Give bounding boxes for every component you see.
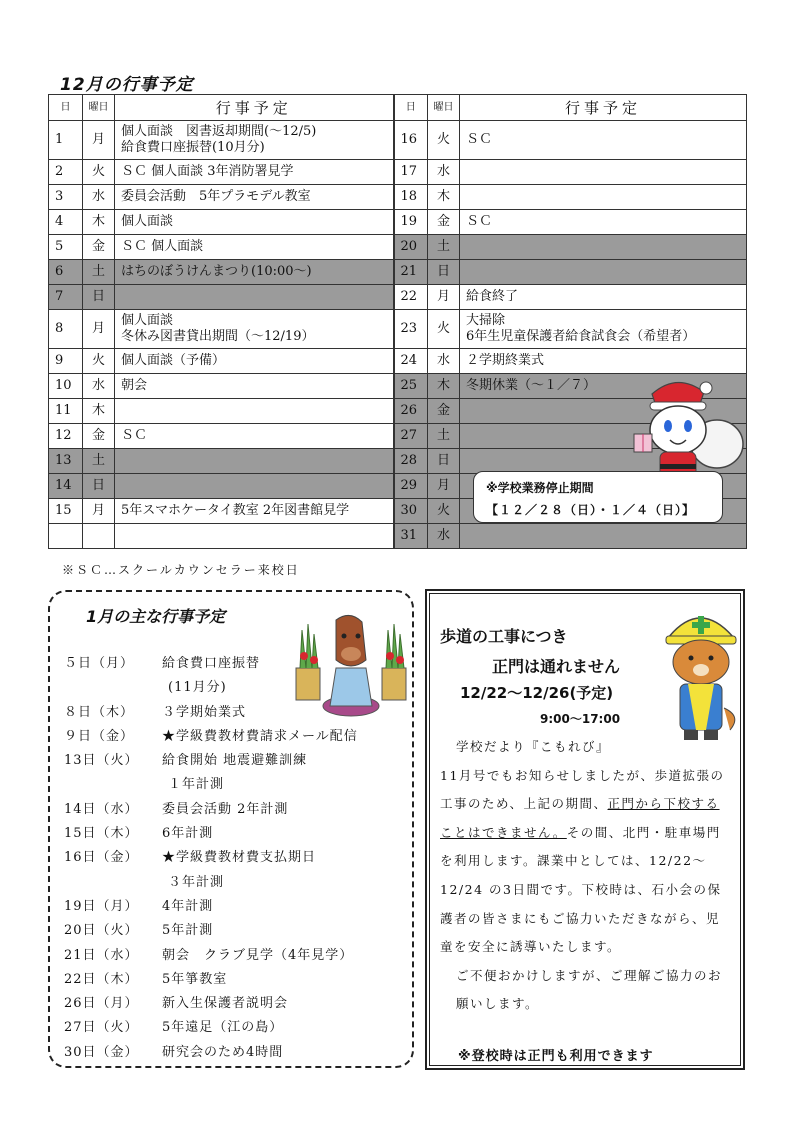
schedule-row	[49, 185, 747, 210]
january-event-date: 14日（水）	[64, 801, 139, 817]
sidewalk-p2-underlined: 正門から下校することはできません。	[440, 796, 720, 840]
closure-dates: 【１２／２８（日）・１／４（日）】	[486, 503, 696, 517]
day-number: 20	[394, 235, 428, 260]
january-event-text: １年計測	[168, 777, 225, 793]
january-event-date: ９日（金）	[64, 728, 135, 744]
schedule-row	[49, 310, 747, 349]
event-cell	[460, 260, 747, 285]
january-event-date: 21日（水）	[64, 947, 139, 963]
day-number: 3	[49, 185, 83, 210]
header-day: 日	[49, 95, 83, 121]
january-event-row	[64, 1043, 409, 1067]
january-event-text: 委員会活動 2年計測	[162, 801, 289, 817]
sidewalk-heading-1: 歩道の工事につき	[440, 627, 568, 646]
day-of-week: 月	[428, 474, 460, 499]
january-event-row	[64, 1018, 409, 1042]
day-of-week: 月	[83, 310, 115, 349]
january-event-text: 朝会 クラブ見学（4年見学）	[162, 947, 354, 963]
january-event-row	[64, 970, 409, 994]
event-cell	[115, 424, 394, 449]
sidewalk-body	[440, 733, 732, 1019]
event-cell	[115, 499, 394, 524]
event-line-1: 個人面談	[121, 214, 174, 229]
day-of-week: 水	[428, 349, 460, 374]
event-cell	[460, 210, 747, 235]
january-event-text: 5年計測	[162, 923, 214, 939]
sidewalk-heading-2: 正門は通れません	[492, 657, 621, 676]
event-line-1: 委員会活動 5年プラモデル教室	[121, 189, 311, 204]
sidewalk-footnote: ※登校時は正門も利用できます	[458, 1049, 654, 1064]
day-of-week: 木	[83, 399, 115, 424]
day-number: 29	[394, 474, 428, 499]
day-of-week: 土	[83, 260, 115, 285]
january-event-text: 6年計測	[162, 826, 214, 842]
day-of-week: 土	[428, 235, 460, 260]
event-cell	[460, 235, 747, 260]
day-of-week: 火	[428, 310, 460, 349]
january-event-date: ５日（月）	[64, 656, 135, 671]
event-line-1: 冬期休業（～１／７）	[466, 378, 597, 393]
january-event-row	[64, 727, 409, 751]
day-number: 25	[394, 374, 428, 399]
day-of-week: 金	[428, 210, 460, 235]
january-event-date: 15日（木）	[64, 826, 139, 842]
day-number: 8	[49, 310, 83, 349]
day-of-week: 日	[428, 449, 460, 474]
january-event-row	[64, 994, 409, 1018]
day-number: 31	[394, 524, 428, 549]
day-of-week: 月	[83, 499, 115, 524]
day-number: 6	[49, 260, 83, 285]
day-of-week: 日	[83, 474, 115, 499]
day-of-week: 水	[83, 185, 115, 210]
event-line-1: ２学期終業式	[466, 353, 545, 368]
event-cell	[460, 524, 747, 549]
event-line-1: ＳＣ 個人面談	[121, 239, 204, 254]
sidewalk-paragraph-2	[440, 762, 732, 962]
day-number: 10	[49, 374, 83, 399]
schedule-row	[49, 210, 747, 235]
day-of-week: 金	[83, 235, 115, 260]
january-event-row	[64, 800, 409, 824]
january-event-date: 26日（月）	[64, 996, 139, 1012]
january-event-date: 27日（火）	[64, 1020, 139, 1036]
event-line-1: ＳＣ	[466, 132, 493, 147]
event-cell	[460, 185, 747, 210]
event-cell	[115, 185, 394, 210]
day-number: 15	[49, 499, 83, 524]
day-number: 16	[394, 121, 428, 160]
event-cell	[115, 235, 394, 260]
january-event-text: 給食費口座振替	[162, 656, 261, 671]
sidewalk-p2-b: その間、北門・駐車場門を利用します。課業中としては、12/22～12/24 の3日間です。下校時は、石小会の保護者の皆さまにもご協力いただきながら、児童を安全に誘導いたします。	[440, 824, 722, 955]
event-cell	[460, 310, 747, 349]
event-line-1: 大掃除	[466, 313, 506, 328]
day-of-week: 土	[83, 449, 115, 474]
event-cell	[460, 349, 747, 374]
january-event-text: 4年計測	[162, 898, 214, 914]
event-line-1: 給食終了	[466, 289, 519, 304]
event-cell	[115, 524, 394, 549]
sidewalk-time: 9:00～17:00	[540, 712, 621, 726]
day-number: 1	[49, 121, 83, 160]
day-number: 12	[49, 424, 83, 449]
january-event-text: ★学級費教材費請求メール配信	[162, 728, 358, 744]
day-of-week: 火	[428, 499, 460, 524]
day-number: 4	[49, 210, 83, 235]
event-cell	[115, 260, 394, 285]
january-event-row	[64, 751, 409, 775]
event-line-1: ＳＣ	[466, 214, 493, 229]
event-line-1: 5年スマホケータイ教室 2年図書館見学	[121, 503, 350, 518]
header-event: 行事予定	[115, 95, 394, 121]
event-line-1: 個人面談（予備）	[121, 353, 226, 368]
sidewalk-p2-a: 11月号でもお知らせしましたが、歩道拡張の工事のため、上記の期間、	[440, 767, 725, 812]
january-event-text: 5年箏教室	[162, 971, 228, 987]
schedule-row	[49, 260, 747, 285]
january-event-text: ★学級費教材費支払期日	[162, 850, 317, 866]
january-event-date: 13日（火）	[64, 753, 139, 769]
day-number: 23	[394, 310, 428, 349]
closure-title: ※学校業務停止期間	[486, 481, 594, 495]
day-of-week	[83, 524, 115, 549]
january-event-row	[64, 897, 409, 921]
january-event-text: 新入生保護者説明会	[162, 996, 289, 1012]
day-of-week: 金	[83, 424, 115, 449]
schedule-row	[49, 524, 747, 549]
january-event-row	[64, 775, 409, 799]
event-cell	[115, 285, 394, 310]
event-cell	[460, 285, 747, 310]
sidewalk-paragraph-3: ご不便おかけしますが、ご理解ご協力のお願いします。	[456, 967, 723, 1012]
january-event-row	[64, 873, 409, 897]
day-of-week: 日	[83, 285, 115, 310]
january-event-text: ３年計測	[168, 874, 225, 890]
event-cell	[115, 399, 394, 424]
january-event-date: ８日（木）	[64, 704, 135, 720]
header-event: 行事予定	[460, 95, 747, 121]
day-of-week: 水	[428, 524, 460, 549]
header-dow: 曜日	[83, 95, 115, 121]
january-event-text: 5年遠足（江の島）	[162, 1020, 284, 1036]
day-number: 14	[49, 474, 83, 499]
january-event-list	[64, 654, 409, 1067]
day-of-week: 木	[428, 374, 460, 399]
event-line-1: 朝会	[121, 378, 148, 393]
january-title: 1月の主な行事予定	[86, 607, 226, 626]
day-number: 27	[394, 424, 428, 449]
day-of-week: 木	[83, 210, 115, 235]
header-dow: 曜日	[428, 95, 460, 121]
header-day: 日	[394, 95, 428, 121]
day-number: 19	[394, 210, 428, 235]
event-line-2: 給食費口座振替(10月分)	[121, 140, 265, 155]
sidewalk-paragraph-1: 学校だより『こもれび』	[456, 739, 611, 754]
day-number: 5	[49, 235, 83, 260]
january-event-date: 20日（火）	[64, 923, 139, 939]
january-event-text: 研究会のため4時間	[162, 1044, 284, 1060]
january-event-date: 22日（木）	[64, 971, 139, 987]
event-cell	[115, 121, 394, 160]
schedule-row	[49, 349, 747, 374]
sidewalk-period: 12/22～12/26(予定)	[460, 684, 614, 702]
january-event-row	[64, 824, 409, 848]
day-of-week: 火	[83, 349, 115, 374]
day-number	[49, 524, 83, 549]
day-number: 18	[394, 185, 428, 210]
event-cell	[460, 121, 747, 160]
day-of-week: 水	[428, 160, 460, 185]
day-of-week: 日	[428, 260, 460, 285]
day-of-week: 土	[428, 424, 460, 449]
day-of-week: 火	[428, 121, 460, 160]
day-number: 28	[394, 449, 428, 474]
day-number: 7	[49, 285, 83, 310]
day-number: 2	[49, 160, 83, 185]
day-number: 13	[49, 449, 83, 474]
event-line-1: ＳＣ	[121, 428, 148, 443]
event-cell	[115, 160, 394, 185]
january-event-row	[64, 921, 409, 945]
december-title: 12月の行事予定	[60, 75, 194, 95]
january-event-row	[64, 946, 409, 970]
january-event-date: 30日（金）	[64, 1044, 139, 1060]
january-event-row	[64, 654, 409, 678]
day-of-week: 月	[428, 285, 460, 310]
construction-dog-illustration	[660, 598, 744, 744]
day-of-week: 水	[83, 374, 115, 399]
day-number: 26	[394, 399, 428, 424]
day-number: 21	[394, 260, 428, 285]
event-line-1: 個人面談 図書返却期間(～12/5)	[121, 124, 317, 139]
event-cell	[115, 449, 394, 474]
day-number: 11	[49, 399, 83, 424]
event-line-1: ＳＣ 個人面談 3年消防署見学	[121, 164, 294, 179]
january-event-row	[64, 678, 409, 702]
event-cell	[115, 310, 394, 349]
event-line-1: はちのぼうけんまつり(10:00～)	[121, 264, 312, 279]
january-event-text: 給食開始 地震避難訓練	[162, 753, 308, 769]
january-event-date: 16日（金）	[64, 850, 139, 866]
january-event-row	[64, 848, 409, 872]
schedule-row	[49, 160, 747, 185]
event-cell	[115, 349, 394, 374]
schedule-row	[49, 121, 747, 160]
day-number: 9	[49, 349, 83, 374]
day-of-week: 火	[83, 160, 115, 185]
event-cell	[115, 374, 394, 399]
event-line-2: 6年生児童保護者給食試食会（希望者）	[466, 329, 696, 344]
event-cell	[460, 160, 747, 185]
schedule-row	[49, 285, 747, 310]
event-line-1: 個人面談	[121, 313, 174, 328]
january-event-text: ３学期始業式	[162, 704, 247, 720]
event-cell	[115, 474, 394, 499]
day-number: 22	[394, 285, 428, 310]
january-event-text: (11月分)	[168, 680, 227, 696]
day-of-week: 金	[428, 399, 460, 424]
day-number: 17	[394, 160, 428, 185]
sc-note: ※ＳＣ…スクールカウンセラー来校日	[62, 563, 300, 577]
day-number: 30	[394, 499, 428, 524]
school-closure-notice	[473, 471, 723, 523]
day-of-week: 木	[428, 185, 460, 210]
day-of-week: 月	[83, 121, 115, 160]
january-event-row	[64, 703, 409, 727]
event-line-2: 冬休み図書貸出期間（～12/19）	[121, 329, 315, 344]
day-number: 24	[394, 349, 428, 374]
january-event-date: 19日（月）	[64, 898, 139, 914]
schedule-row	[49, 235, 747, 260]
event-cell	[115, 210, 394, 235]
